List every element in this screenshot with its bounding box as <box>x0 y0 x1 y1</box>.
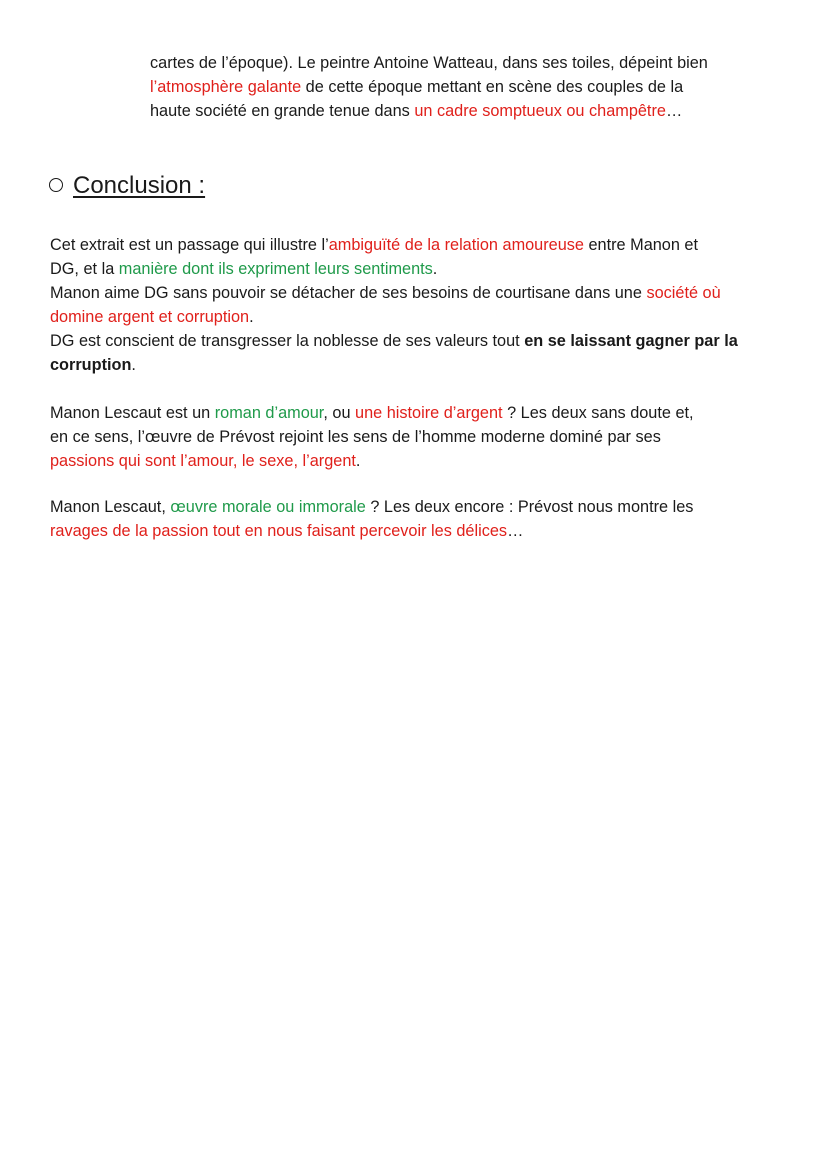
highlight-green: roman d’amour <box>214 404 324 422</box>
paragraph-line <box>50 329 790 353</box>
highlight-red: domine argent et corruption <box>50 308 250 326</box>
paragraph-line <box>50 281 790 305</box>
body-text: en ce sens, l’œuvre de Prévost rejoint les sens de l’homme moderne dominé par ses <box>50 428 661 446</box>
intro-text: de cette époque mettant en scène des couples de la <box>301 78 684 96</box>
conclusion-paragraph-1 <box>50 233 790 377</box>
body-text: ? Les deux encore : Prévost nous montre les <box>365 498 694 516</box>
intro-line-1 <box>150 51 790 75</box>
paragraph-line <box>50 305 790 329</box>
paragraph-line <box>50 449 790 473</box>
highlight-red: l’atmosphère galante <box>150 78 302 96</box>
paragraph-line <box>50 401 790 425</box>
paragraph-line <box>50 353 790 377</box>
body-text: ? Les deux sans doute et, <box>502 404 694 422</box>
intro-line-2 <box>150 75 790 99</box>
body-text: DG, et la <box>50 260 119 278</box>
body-text: DG est conscient de transgresser la noblesse de ses valeurs tout <box>50 332 525 350</box>
section-heading <box>49 170 205 202</box>
paragraph-line <box>50 233 790 257</box>
intro-text: cartes de l’époque). Le peintre Antoine Watteau, dans ses toiles, dépeint bien <box>150 54 708 72</box>
body-text: Manon Lescaut, <box>50 498 171 516</box>
paragraph-line <box>50 257 790 281</box>
highlight-red: un cadre somptueux ou champêtre <box>414 102 666 120</box>
intro-text: haute société en grande tenue dans <box>150 102 415 120</box>
conclusion-paragraph-3 <box>50 495 790 543</box>
body-text: . <box>432 260 438 278</box>
emphasis-bold: corruption <box>50 356 132 374</box>
emphasis-bold: en se laissant gagner par la <box>524 332 738 350</box>
body-text: . <box>249 308 254 326</box>
body-text: Cet extrait est un passage qui illustre l’ <box>50 236 329 254</box>
body-text: Manon aime DG sans pouvoir se détacher de ses besoins de courtisane dans une <box>50 284 647 302</box>
paragraph-line <box>50 519 790 543</box>
paragraph-line <box>50 495 790 519</box>
highlight-red: passions qui sont l’amour, le sexe, l’argent <box>50 452 356 470</box>
body-text: . <box>355 452 361 470</box>
body-text: Manon Lescaut est un <box>50 404 215 422</box>
highlight-red: ambiguïté de la relation amoureuse <box>328 236 584 254</box>
intro-text: … <box>665 102 683 120</box>
intro-line-3 <box>150 99 790 123</box>
highlight-red: ravages de la passion tout en nous faisant percevoir les délices <box>50 522 508 540</box>
body-text: entre Manon et <box>583 236 699 254</box>
body-text: . <box>131 356 136 374</box>
highlight-red: société où <box>646 284 721 302</box>
highlight-green: manière dont ils expriment leurs sentiments <box>118 260 433 278</box>
highlight-red: une histoire d’argent <box>355 404 503 422</box>
body-text: , ou <box>323 404 356 422</box>
body-text: … <box>507 522 524 540</box>
intro-paragraph <box>150 51 790 123</box>
circle-bullet-icon <box>49 178 63 192</box>
highlight-green: œuvre morale ou immorale <box>170 498 366 516</box>
heading-text: Conclusion : <box>73 172 206 199</box>
paragraph-line <box>50 425 790 449</box>
conclusion-paragraph-2 <box>50 401 790 473</box>
